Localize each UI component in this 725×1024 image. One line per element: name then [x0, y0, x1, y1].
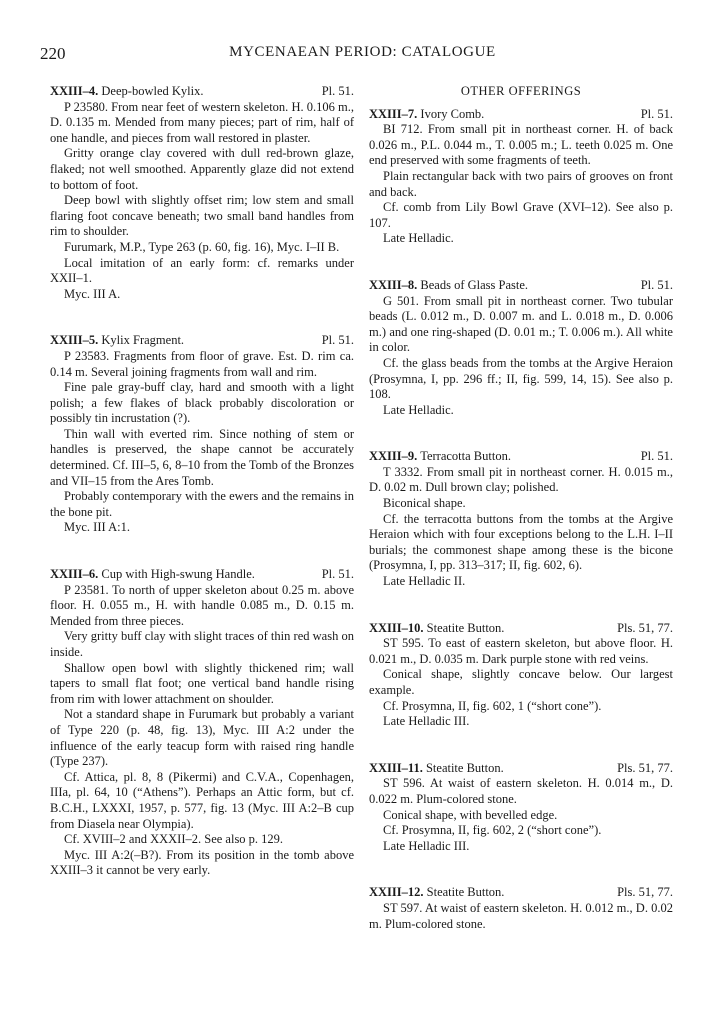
entry-title: Ivory Comb. — [420, 106, 485, 121]
entry-paragraph: Cf. the glass beads from the tombs at the Argive Heraion (Prosymna, I, pp. 296 ff.; II, fig. 599, 14, 15). See also p. 108. — [369, 355, 673, 402]
entry-paragraph: Probably contemporary with the ewers and the remains in the bone pit. — [50, 489, 354, 519]
entry-id: XXIII–7. — [369, 106, 418, 121]
entry-title: Beads of Glass Paste. — [420, 277, 529, 292]
entry-paragraph: ST 595. To east of eastern skeleton, but above floor. H. 0.021 m., D. 0.035 m. Dark purple stone with red veins. — [369, 636, 673, 666]
entry-paragraph: BI 712. From small pit in northeast corner. H. of back 0.026 m., P.L. 0.044 m., T. 0.005 m.; L. teeth 0.025 m. One end preserved with some fragments of teeth. — [369, 122, 673, 168]
entry-paragraph: Cf. XVIII–2 and XXXII–2. See also p. 129. — [64, 832, 284, 847]
entry-paragraph: P 23583. Fragments from floor of grave. Est. D. rim ca. 0.14 m. Several joining fragments from wall and rim. — [50, 348, 354, 379]
running-header — [40, 44, 685, 68]
plate-ref: Pls. 51, 77. — [617, 885, 673, 900]
entry-paragraph: Myc. III A:1. — [64, 520, 130, 535]
entry-id: XXIII–5. — [50, 333, 99, 348]
entry-paragraph: Conical shape, slightly concave below. Our largest example. — [369, 667, 673, 697]
entry-paragraph: Cf. Prosymna, II, fig. 602, 1 (“short cone”). — [383, 698, 602, 713]
entry-paragraph: Local imitation of an early form: cf. remarks under XXII–1. — [50, 255, 354, 286]
catalogue-entry — [369, 885, 673, 932]
catalogue-entry — [50, 333, 354, 536]
entry-title: Steatite Button. — [426, 620, 505, 635]
entry-title: Steatite Button. — [425, 760, 504, 775]
entry-paragraph: ST 596. At waist of eastern skeleton. H. 0.014 m., D. 0.022 m. Plum-colored stone. — [369, 776, 673, 806]
entry-title: Terracotta Button. — [420, 449, 511, 464]
entry-title: Cup with High-swung Handle. — [101, 567, 255, 582]
entry-id: XXIII–4. — [50, 84, 99, 98]
entry-paragraph: Plain rectangular back with two pairs of grooves on front and back. — [369, 168, 673, 199]
plate-ref: Pl. 51. — [640, 449, 673, 464]
entry-paragraph: Myc. III A:2(–B?). From its position in the tomb above XXIII–3 it cannot be very early. — [50, 847, 354, 878]
entry-paragraph: Shallow open bowl with slightly thickened rim; wall tapers to small flat foot; one vertical band handle rising from rim with lower attachment on shoulder. — [50, 660, 354, 706]
plate-ref: Pls. 51, 77. — [617, 620, 673, 635]
entry-title: Deep-bowled Kylix. — [101, 84, 204, 98]
entry-id: XXIII–12. — [369, 885, 424, 900]
entry-paragraph: P 23581. To north of upper skeleton about 0.25 m. above floor. H. 0.055 m., H. with handle 0.085 m., D. 0.15 m. Mended from three pieces. — [50, 582, 354, 628]
entry-paragraph: Late Helladic II. — [383, 574, 466, 589]
entry-paragraph: P 23580. From near feet of western skeleton. H. 0.106 m., D. 0.135 m. Mended from many pieces; part of rim, half of one handle, and pieces from wall restored in plaster. — [50, 99, 354, 145]
entry-paragraph: Late Helladic. — [383, 231, 454, 246]
entry-heading — [50, 84, 354, 100]
entry-paragraph: Fine pale gray-buff clay, hard and smooth with a light polish; a few flakes of black probably discoloration or possibly tin incrustation (?). — [50, 380, 354, 426]
entry-paragraph: ST 597. At waist of eastern skeleton. H. 0.012 m., D. 0.02 m. Plum-colored stone. — [369, 900, 673, 931]
entry-id: XXIII–8. — [369, 277, 418, 292]
entry-paragraph: Late Helladic. — [383, 402, 454, 417]
plate-ref: Pl. 51. — [321, 333, 354, 348]
entry-title: Kylix Fragment. — [101, 333, 185, 348]
running-title: MYCENAEAN PERIOD: CATALOGUE — [229, 44, 496, 60]
entry-paragraph: Biconical shape. — [383, 496, 466, 511]
catalogue-entry — [369, 107, 673, 247]
entry-title: Steatite Button. — [426, 885, 505, 900]
entry-paragraph: Myc. III A. — [64, 286, 121, 301]
entry-paragraph: Late Helladic III. — [383, 714, 470, 729]
right-column — [369, 84, 673, 932]
entry-paragraph: Very gritty buff clay with slight traces of thin red wash on inside. — [50, 629, 354, 659]
catalogue-entry — [50, 567, 354, 879]
section-heading: OTHER OFFERINGS — [460, 84, 582, 98]
catalogue-entry — [369, 761, 673, 855]
plate-ref: Pl. 51. — [640, 277, 673, 292]
entry-paragraph: T 3332. From small pit in northeast corner. H. 0.015 m., D. 0.02 m. Dull brown clay; polished. — [369, 464, 673, 495]
entry-paragraph: Thin wall with everted rim. Since nothing of stem or handles is preserved, the shape cannot be accurately determined. Cf. III–5, 6, 8–10 from the Tomb of the Bronzes and VII–15 from the Ares Tomb. — [50, 426, 354, 488]
catalogue-entry — [369, 278, 673, 418]
entry-id: XXIII–11. — [369, 760, 423, 775]
entry-paragraph: Cf. the terracotta buttons from the tombs at the Argive Heraion which with four exceptions belong to the L.H. I–II burials; the commonest shape among these is the bicone (Prosymna, I, pp. 313–317; II, fig. 602, 6). — [369, 511, 673, 573]
entry-paragraph: Furumark, M.P., Type 263 (p. 60, fig. 16), Myc. I–II B. — [64, 239, 340, 254]
entry-paragraph: Late Helladic III. — [383, 838, 470, 853]
entry-heading — [369, 885, 673, 901]
entry-paragraph: Gritty orange clay covered with dull red-brown glaze, flaked; not well smoothed. Apparently glaze did not extend to bottom of foot. — [50, 146, 354, 192]
page-number: 220 — [40, 44, 66, 63]
entry-paragraph: G 501. From small pit in northeast corner. Two tubular beads (L. 0.012 m., D. 0.007 m. and L. 0.018 m., D. 0.006 m.) and one ring-shaped (D. 0.01 m.; T. 0.006 m.). All white in color. — [369, 293, 673, 355]
entry-paragraph: Cf. comb from Lily Bowl Grave (XVI–12). See also p. 107. — [369, 200, 673, 230]
entry-heading — [369, 621, 673, 637]
entry-paragraph: Cf. Prosymna, II, fig. 602, 2 (“short cone”). — [383, 823, 602, 838]
entry-heading — [369, 449, 673, 465]
plate-ref: Pl. 51. — [321, 567, 354, 582]
plate-ref: Pl. 51. — [640, 106, 673, 121]
catalogue-entry — [369, 621, 673, 730]
catalogue-entry — [50, 84, 354, 302]
entry-paragraph: Conical shape, with bevelled edge. — [383, 807, 558, 822]
entry-id: XXIII–10. — [369, 620, 424, 635]
plate-ref: Pls. 51, 77. — [617, 760, 673, 775]
entry-heading — [369, 107, 673, 123]
catalogue-entry — [369, 449, 673, 589]
entry-heading — [50, 567, 354, 583]
entry-paragraph: Deep bowl with slightly offset rim; low stem and small flaring foot concave beneath; two small band handles from rim to shoulder. — [50, 193, 354, 239]
plate-ref: Pl. 51. — [321, 84, 354, 98]
entry-heading — [369, 761, 673, 777]
entry-heading — [369, 278, 673, 294]
left-column — [50, 84, 354, 879]
entry-paragraph: Cf. Attica, pl. 8, 8 (Pikermi) and C.V.A., Copenhagen, IIIa, pl. 64, 10 (“Athens”). Perhaps an Attic form, but cf. B.C.H., LXXXI, 1957, p. 577, fig. 13 (Myc. III A:2–B cup from Diasela near Olympia). — [50, 769, 354, 831]
entry-paragraph: Not a standard shape in Furumark but probably a variant of Type 220 (p. 48, fig. 13), Myc. III A:2 under the influence of the early teacup form with raised ring handle (Type 237). — [50, 707, 354, 769]
entry-id: XXIII–9. — [369, 449, 418, 464]
entry-heading — [50, 333, 354, 349]
entry-id: XXIII–6. — [50, 567, 99, 582]
